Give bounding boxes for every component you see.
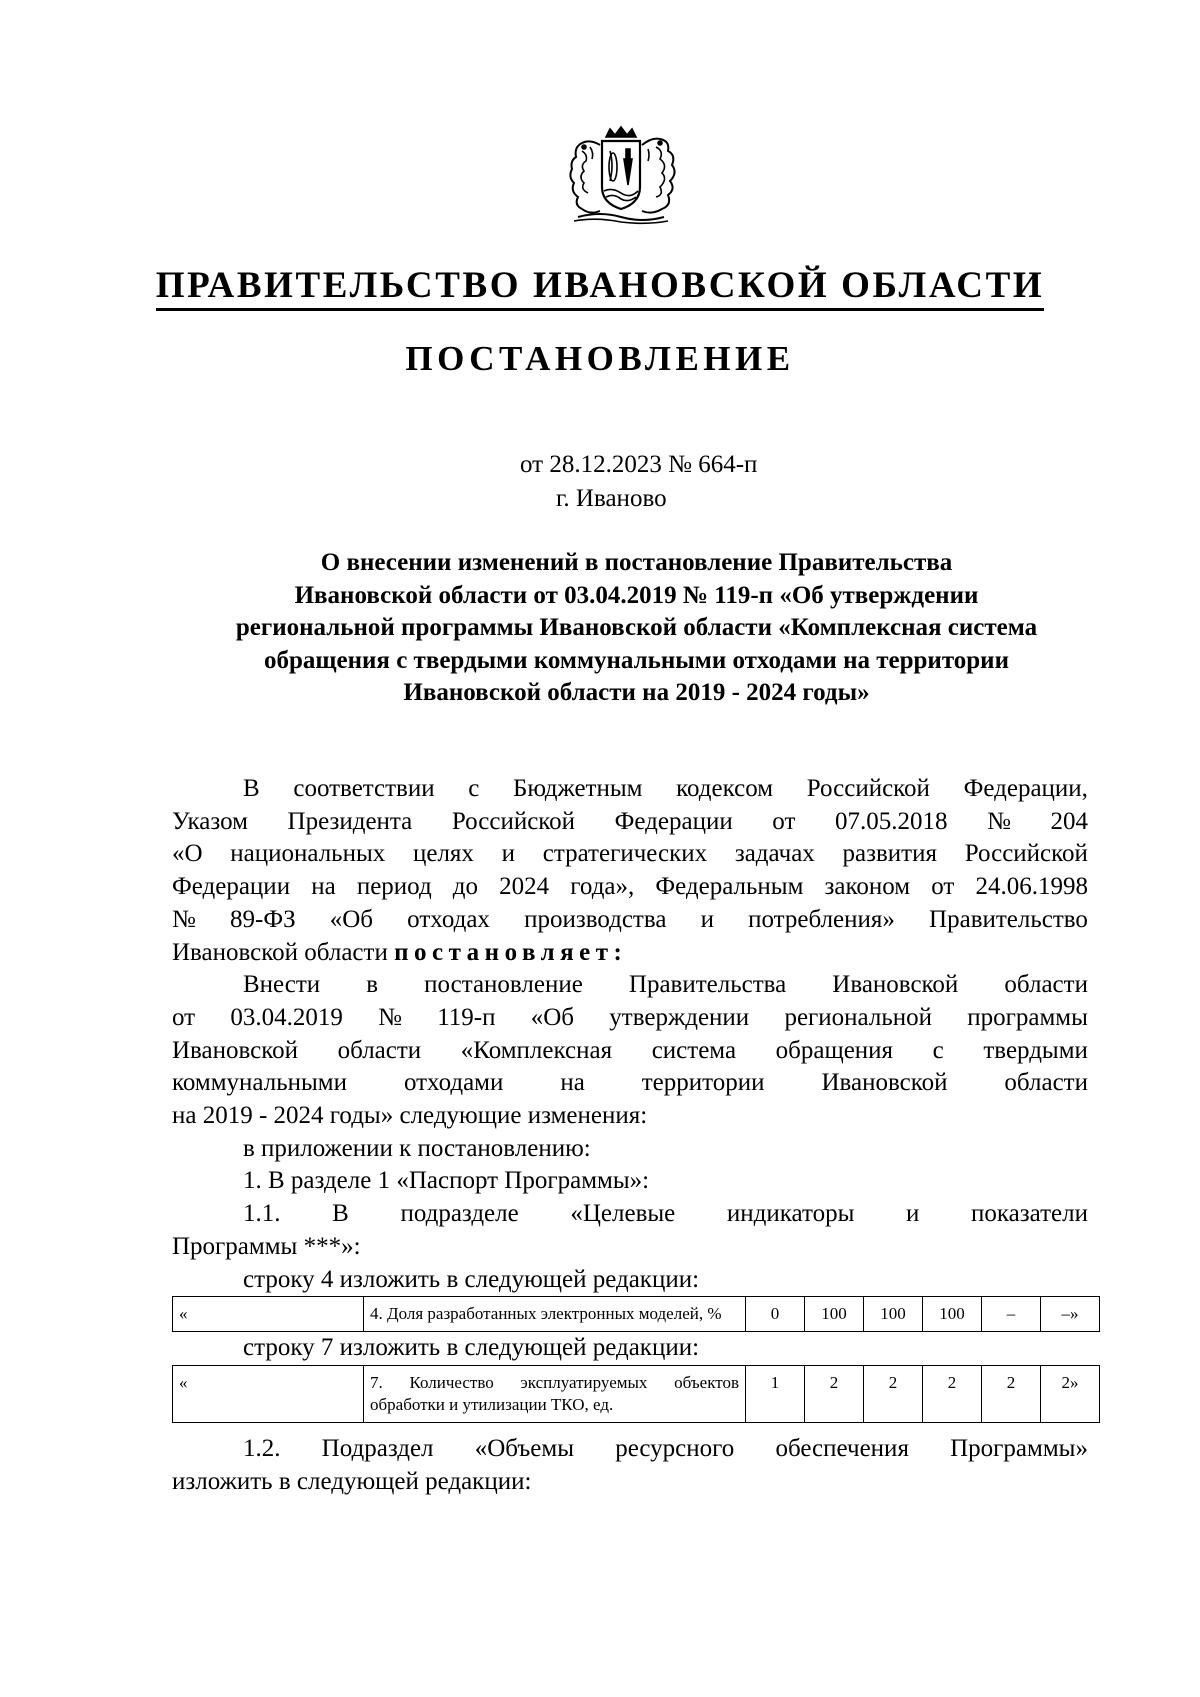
title-line: О внесении изменений в постановление Правительства <box>320 549 953 576</box>
table-cell-value: 100 <box>923 1297 982 1332</box>
body-text-run: Ивановской области <box>172 938 395 966</box>
document-type-heading: ПОСТАНОВЛЕНИЕ <box>405 339 795 378</box>
word: в <box>366 971 379 999</box>
word: 24.06.1998 <box>975 873 1088 901</box>
word: области <box>1004 971 1088 999</box>
word: Подраздел <box>321 1434 434 1462</box>
word: Российской <box>806 775 930 802</box>
word: региональной <box>784 1003 932 1031</box>
body-line <box>172 806 1088 839</box>
table-cell-open-quote: « <box>173 1365 364 1422</box>
word: 07.05.2018 <box>834 807 948 835</box>
table-cell-value: 2 <box>923 1365 982 1422</box>
word: национальных <box>230 840 386 868</box>
word: «Целевые <box>570 1200 676 1228</box>
word: от <box>772 807 796 835</box>
word: на <box>560 1069 585 1097</box>
word: 119-п <box>437 1003 496 1031</box>
body-line <box>172 773 1088 806</box>
body-line <box>172 871 1088 904</box>
table-cell-value: 2» <box>1041 1365 1100 1422</box>
table-cell-value: 0 <box>746 1297 805 1332</box>
word: показатели <box>971 1200 1088 1228</box>
table-row <box>173 1365 1100 1422</box>
title-line: Ивановской области от 03.04.2019 № 119-п «Об утверждении <box>294 581 979 609</box>
word: с <box>468 775 480 802</box>
body-line <box>172 969 1088 1002</box>
body-line <box>172 838 1088 871</box>
word: и <box>906 1200 920 1228</box>
word: обеспечения <box>775 1434 909 1462</box>
date-and-number: от 28.12.2023 № 664-п <box>520 451 758 478</box>
word: Ивановской <box>172 1036 299 1064</box>
word: развития <box>842 840 937 868</box>
title-line: региональной программы Ивановской области «Комплексная система <box>235 614 1038 641</box>
word: от <box>172 1003 196 1031</box>
word: на <box>311 873 336 901</box>
word: 03.04.2019 <box>230 1003 343 1031</box>
coat-of-arms-emblem <box>560 125 682 225</box>
word: и <box>501 840 516 868</box>
word: «Комплексная <box>460 1036 613 1064</box>
word: Федеральным <box>655 873 804 901</box>
word: № <box>378 1003 402 1031</box>
document-title <box>170 547 1103 710</box>
word: области <box>1004 1069 1088 1097</box>
word: стратегических <box>542 840 708 868</box>
table-cell-value: –» <box>1041 1297 1100 1332</box>
body-line: на 2019 - 2024 годы» следующие изменения: <box>172 1102 648 1130</box>
word: обращения <box>775 1036 894 1064</box>
word: Федерации, <box>963 775 1088 802</box>
government-name: ПРАВИТЕЛЬСТВО ИВАНОВСКОЙ ОБЛАСТИ <box>0 262 1200 310</box>
word: задачах <box>734 840 815 868</box>
table-cell-value: 2 <box>982 1365 1041 1422</box>
word: Федерации <box>614 807 733 835</box>
word: В <box>243 775 260 802</box>
word: подразделе <box>400 1200 519 1228</box>
table-cell-value: – <box>982 1297 1041 1332</box>
body-line <box>172 1035 1088 1068</box>
word: Ивановской <box>832 971 959 999</box>
word: Бюджетным <box>513 775 643 802</box>
word: области <box>337 1036 422 1064</box>
word: «Объемы <box>474 1434 575 1462</box>
word: года», <box>570 873 635 901</box>
table-cell-value: 100 <box>864 1297 923 1332</box>
word: ресурсного <box>615 1434 735 1462</box>
table-cell-open-quote: « <box>173 1297 364 1332</box>
word: Президента <box>287 807 413 835</box>
word: период <box>356 873 432 901</box>
body-line: 1. В разделе 1 «Паспорт Программы»: <box>243 1167 650 1195</box>
resolves-keyword: постановляет: <box>394 938 628 966</box>
title-line: Ивановской области на 2019 - 2024 годы» <box>403 679 870 706</box>
word: Правительство <box>929 905 1088 933</box>
body-line <box>172 1198 1088 1231</box>
indicator-table-row-4 <box>172 1296 1100 1332</box>
word: «Об <box>530 1003 575 1031</box>
word: № <box>987 807 1011 835</box>
body-line <box>172 904 1088 937</box>
word: № <box>172 905 196 933</box>
word: программы <box>967 1003 1088 1031</box>
body-line: в приложении к постановлению: <box>243 1134 591 1162</box>
word: 89-ФЗ <box>230 905 296 933</box>
word: 2024 <box>499 873 550 901</box>
word: законом <box>824 873 911 901</box>
word: Правительства <box>628 971 787 999</box>
table-cell-value: 100 <box>805 1297 864 1332</box>
word: 1.1. <box>243 1200 281 1228</box>
table-cell-indicator-name: 4. Доля разработанных электронных моделей, % <box>364 1297 746 1332</box>
word: с <box>932 1036 944 1064</box>
word: индикаторы <box>726 1200 855 1228</box>
word: «О <box>172 840 203 868</box>
body-line: строку 4 изложить в следующей редакции: <box>243 1265 700 1293</box>
word: Ивановской <box>821 1069 948 1097</box>
word: потребления» <box>748 905 895 933</box>
body-line: Программы ***»: <box>172 1232 361 1260</box>
city-name: г. Иваново <box>556 485 667 512</box>
word: «Об <box>329 905 374 933</box>
word: целях <box>412 840 474 868</box>
body-line <box>172 1433 1088 1466</box>
word: от <box>931 873 955 901</box>
word: постановление <box>424 971 583 999</box>
indicator-table-row-7 <box>172 1365 1100 1423</box>
body-line <box>172 1067 1088 1100</box>
word: территории <box>641 1069 765 1097</box>
word: В <box>332 1200 349 1228</box>
word: кодексом <box>676 775 774 802</box>
word: соответствии <box>293 775 435 802</box>
table-row <box>173 1297 1100 1332</box>
word: Российской <box>451 807 576 835</box>
word: 204 <box>1050 807 1088 835</box>
body-line: изложить в следующей редакции: <box>172 1467 532 1495</box>
table-cell-value: 1 <box>746 1365 805 1422</box>
word: Российской <box>964 840 1088 868</box>
word: система <box>651 1036 737 1064</box>
table-cell-indicator-name: 7. Количество эксплуатируемых объектов обработки и утилизации ТКО, ед. <box>364 1365 746 1422</box>
word: Внести <box>243 971 321 999</box>
table-cell-value: 2 <box>864 1365 923 1422</box>
word: производства <box>524 905 667 933</box>
word: отходах <box>407 905 490 933</box>
title-line: обращения с твердыми коммунальными отходами на территории <box>264 646 1009 674</box>
word: утверждении <box>609 1003 750 1031</box>
word: отходами <box>403 1069 504 1097</box>
word: Федерации <box>172 873 291 901</box>
word: коммунальными <box>172 1069 347 1097</box>
word: Указом <box>172 807 248 835</box>
word: 1.2. <box>243 1434 281 1462</box>
word: и <box>700 905 714 933</box>
document-body <box>172 773 1088 1498</box>
body-line <box>172 937 1088 970</box>
body-line: строку 7 изложить в следующей редакции: <box>243 1334 700 1362</box>
word: до <box>452 873 479 901</box>
word: Программы» <box>950 1434 1088 1462</box>
table-cell-value: 2 <box>805 1365 864 1422</box>
body-line <box>172 1002 1088 1035</box>
word: твердыми <box>983 1036 1088 1064</box>
